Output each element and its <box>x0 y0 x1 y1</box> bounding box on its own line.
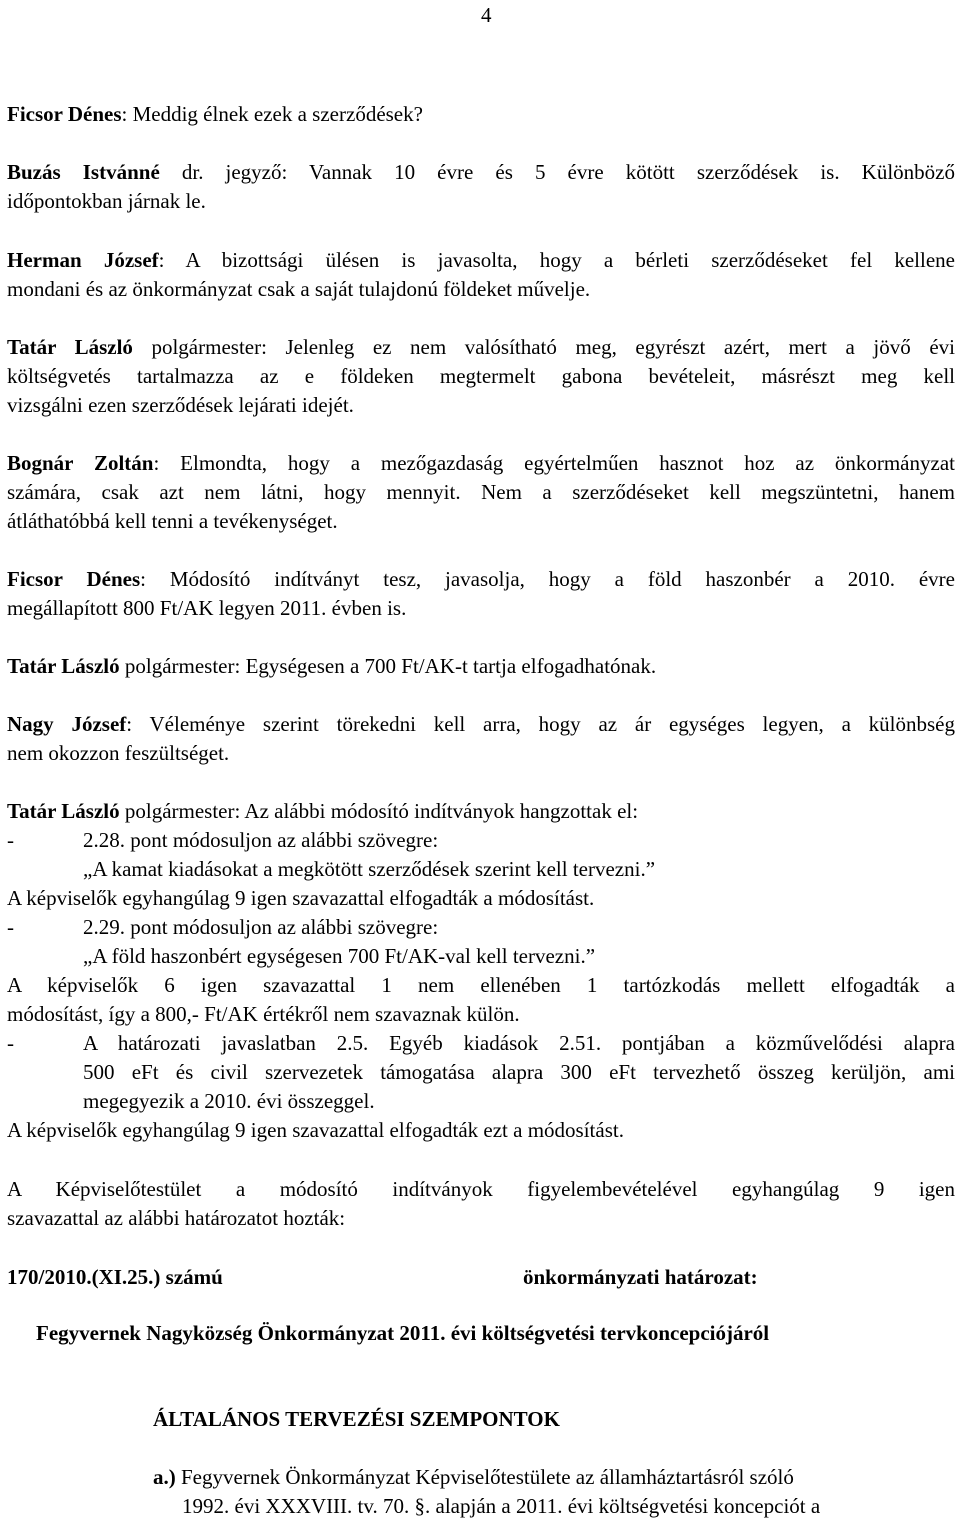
page-number: 4 <box>481 3 492 27</box>
paragraph-tatar-3: Tatár László polgármester: Az alábbi módosító indítványok hangzottak el: <box>7 799 639 823</box>
speaker-name: Buzás Istvánné <box>7 160 160 184</box>
speaker-name: Tatár László <box>7 654 120 678</box>
item-a-label: a.) <box>153 1465 176 1489</box>
list-dash: - <box>7 915 14 939</box>
amendment-text: 2.29. pont módosuljon az alábbi szövegre: <box>83 915 439 939</box>
amendment-1-quote: „A kamat kiadásokat a megkötött szerződések szerint kell tervezni.” <box>83 857 656 881</box>
paragraph-bognar-line2: számára, csak azt nem látni, hogy mennyit. Nem a szerződéseket kell megszüntetni, hanem <box>7 480 955 504</box>
speaker-name: Herman József <box>7 248 159 272</box>
amendment-2-vote-line2: módosítást, így a 800,- Ft/AK értékről nem szavaznak külön. <box>7 1002 520 1026</box>
paragraph-herman-line2: mondani és az önkormányzat csak a saját tulajdonú földeket művelje. <box>7 277 591 301</box>
paragraph-buzas-line2: időpontokban járnak le. <box>7 189 206 213</box>
speaker-name: Nagy József <box>7 712 127 736</box>
paragraph-nagy-line2: nem okozzon feszültséget. <box>7 741 230 765</box>
amendment-2-vote-line1: A képviselők 6 igen szavazattal 1 nem ellenében 1 tartózkodás mellett elfogadták a <box>7 973 955 997</box>
item-a-line2: 1992. évi XXXVIII. tv. 70. §. alapján a 2011. évi költségvetési koncepciót a <box>182 1494 821 1518</box>
resolution-intro-line1: A Képviselőtestület a módosító indítványok figyelembevételével egyhangúlag 9 igen <box>7 1177 955 1201</box>
list-dash: - <box>7 1031 14 1055</box>
speaker-name: Tatár László <box>7 335 133 359</box>
resolution-type: önkormányzati határozat: <box>523 1265 758 1289</box>
resolution-intro-line2: szavazattal az alábbi határozatot hozták: <box>7 1206 346 1230</box>
item-a-line1: a.) Fegyvernek Önkormányzat Képviselőtestülete az államháztartásról szóló <box>153 1465 794 1489</box>
amendment-2-quote: „A föld haszonbért egységesen 700 Ft/AK-val kell tervezni.” <box>83 944 596 968</box>
section-heading: ÁLTALÁNOS TERVEZÉSI SZEMPONTOK <box>153 1407 560 1431</box>
speaker-name: Ficsor Dénes <box>7 102 122 126</box>
paragraph-herman-line1: Herman József: A bizottsági ülésen is javasolta, hogy a bérleti szerződéseket fel kellene <box>7 248 955 272</box>
amendment-3-vote: A képviselők egyhangúlag 9 igen szavazattal elfogadták ezt a módosítást. <box>7 1118 624 1142</box>
resolution-number: 170/2010.(XI.25.) számú <box>7 1265 223 1289</box>
paragraph-bognar-line3: átláthatóbbá kell tenni a tevékenységet. <box>7 509 338 533</box>
paragraph-tatar-2: Tatár László polgármester: Egységesen a 700 Ft/AK-t tartja elfogadhatónak. <box>7 654 657 678</box>
amendment-3-line1: A határozati javaslatban 2.5. Egyéb kiadások 2.51. pontjában a közművelődési alapra <box>83 1031 955 1055</box>
paragraph-nagy-line1: Nagy József: Véleménye szerint törekedni kell arra, hogy az ár egységes legyen, a különbség <box>7 712 955 736</box>
paragraph-tatar-1-line3: vizsgálni ezen szerződések lejárati idejét. <box>7 393 354 417</box>
amendment-1-vote: A képviselők egyhangúlag 9 igen szavazattal elfogadták a módosítást. <box>7 886 595 910</box>
speaker-name: Tatár László <box>7 799 120 823</box>
paragraph-bognar-line1: Bognár Zoltán: Elmondta, hogy a mezőgazdaság egyértelműen hasznot hoz az önkormányzat <box>7 451 955 475</box>
amendment-3-line3: megegyezik a 2010. évi összeggel. <box>83 1089 375 1113</box>
speaker-name: Ficsor Dénes <box>7 567 141 591</box>
paragraph-ficsor-2-line2: megállapított 800 Ft/AK legyen 2011. évben is. <box>7 596 407 620</box>
amendment-text: 2.28. pont módosuljon az alábbi szövegre: <box>83 828 439 852</box>
paragraph-tatar-1-line2: költségvetés tartalmazza az e földeken megtermelt gabona bevételeit, másrészt meg kell <box>7 364 955 388</box>
resolution-title: Fegyvernek Nagyközség Önkormányzat 2011. évi költségvetési tervkoncepciójáról <box>36 1321 770 1345</box>
paragraph-buzas-line1: Buzás Istvánné dr. jegyző: Vannak 10 évre és 5 évre kötött szerződések is. Különböző <box>7 160 955 184</box>
paragraph-ficsor-1: Ficsor Dénes: Meddig élnek ezek a szerződések? <box>7 102 423 126</box>
amendment-3-line2: 500 eFt és civil szervezetek támogatása alapra 300 eFt tervezhető összeg kerüljön, ami <box>83 1060 955 1084</box>
paragraph-tatar-1-line1: Tatár László polgármester: Jelenleg ez nem valósítható meg, egyrészt azért, mert a jövő évi <box>7 335 955 359</box>
speaker-name: Bognár Zoltán <box>7 451 154 475</box>
paragraph-ficsor-2-line1: Ficsor Dénes: Módosító indítványt tesz, javasolja, hogy a föld haszonbér a 2010. évre <box>7 567 955 591</box>
list-dash: - <box>7 828 14 852</box>
